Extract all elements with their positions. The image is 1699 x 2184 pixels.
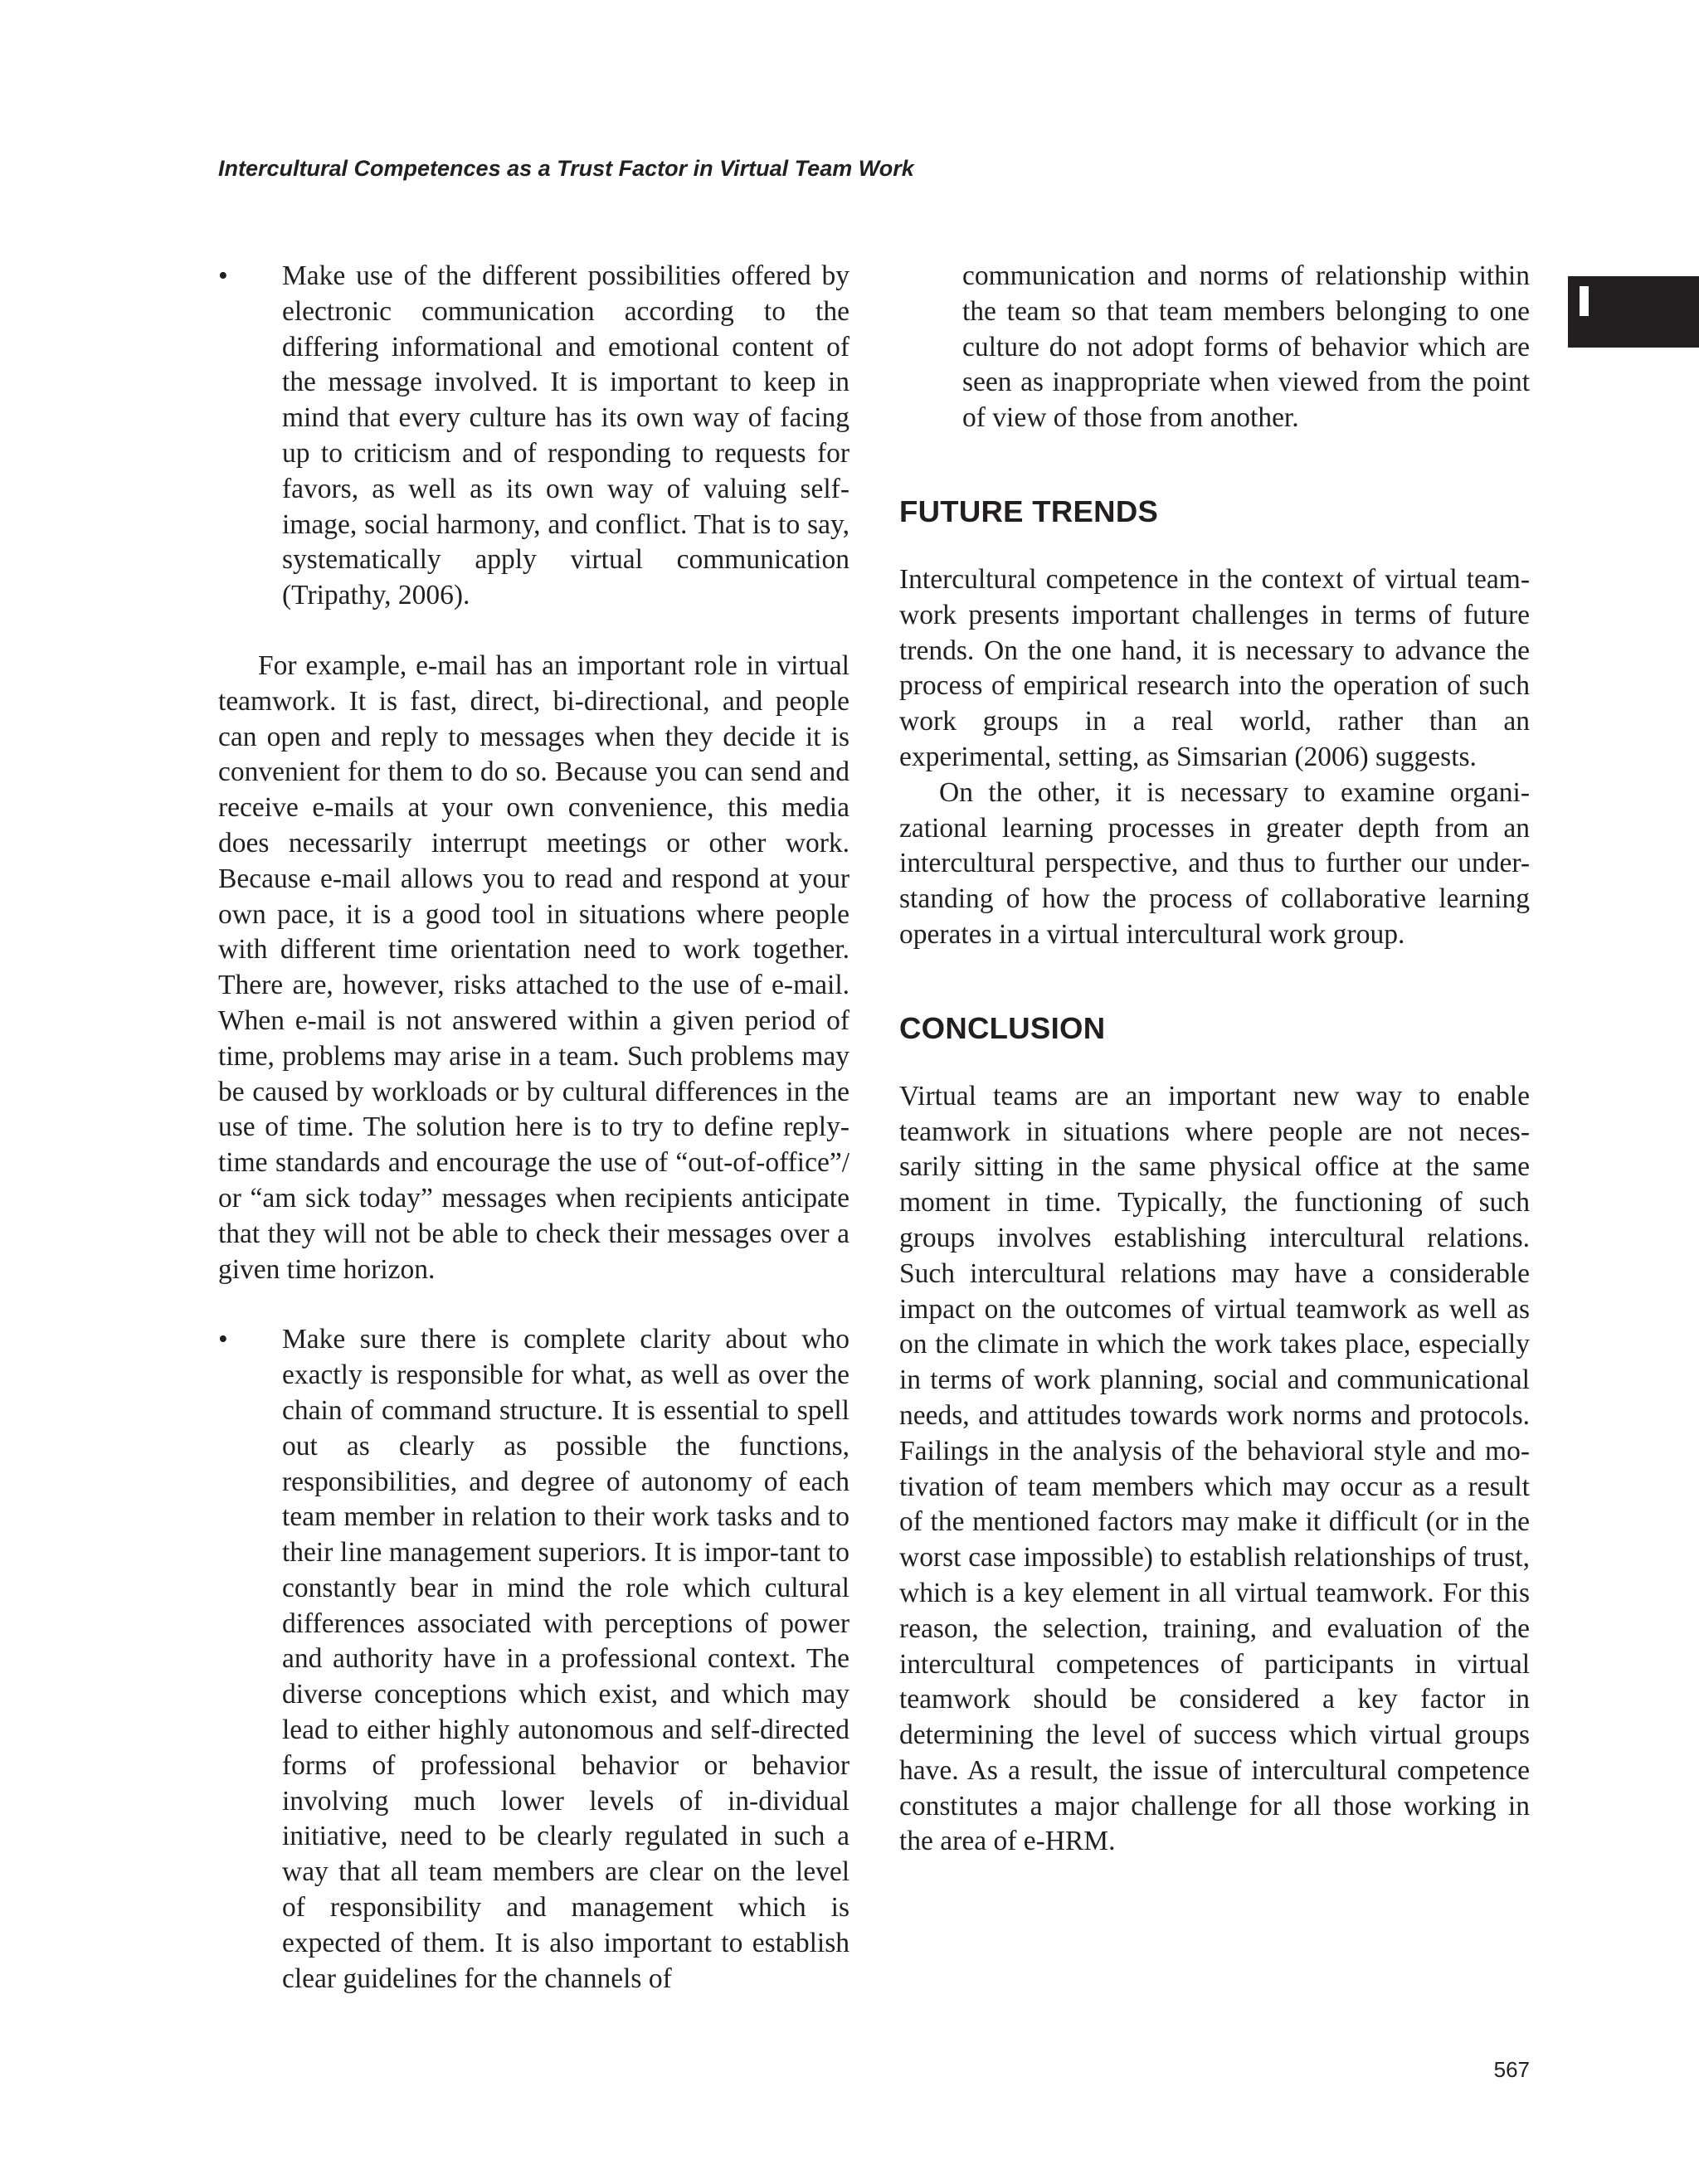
paragraph-email: For example, e-mail has an important role in virtual teamwork. It is fast, direct, bi-directional, and people can open and reply to messages when they decide it is convenient for them to do so. Because you can send and receive e-mails at your own convenience, this media does necessarily interrupt meetings or other work. Because e-mail allows you to read and respond at your own pace, it is a good tool in situations where people with different time orientation need to work together. There are, however, risks attached to the use of e-mail. When e-mail is not answered within a given period of time, problems may arise in a team. Such problems may be caused by workloads or by cultural differences in the use of time. The solution here is to try to define reply-time standards and encourage the use of “out-of-office”/ or “am sick today” messages when recipients anticipate that they will not be able to check their messages over a given time horizon.: [218, 649, 850, 1285]
heading-future-trends: FUTURE TRENDS: [899, 494, 1159, 528]
bullet-text: Make use of the different possibilities offered by electronic communication according to the differing informational and emotional content of the message involved. It is important to keep in mind that every culture has its own way of facing up to criticism and of responding to requests for favors, as well as its own way of valuing self-image, social harmony, and conflict. That is to say, systematically apply virtual communication (Tripathy, 2006).: [282, 260, 850, 611]
right-column: [899, 259, 1530, 1860]
left-column: [218, 259, 850, 1997]
paragraph-future-trends-1: Intercultural competence in the context of virtual team-work presents important challenges in terms of future trends. On the one hand, it is necessary to advance the process of empirical research into the operation of such work groups in a real world, rather than an experimental, setting, as Simsarian (2006) suggests.: [899, 563, 1530, 772]
bullet-text: Make sure there is complete clarity about who exactly is responsible for what, as well as over the chain of command structure. It is essential to spell out as clearly as possible the functions, responsibilities, and degree of autonomy of each team member in relation to their work tasks and to their line management superiors. It is impor-tant to constantly bear in mind the role which cultural differences associated with perceptions of power and authority have in a professional context. The diverse conceptions which exist, and which may lead to either highly autonomous and self-directed forms of professional behavior or behavior involving much lower levels of in-dividual initiative, need to be clearly regulated in such a way that all team members are clear on the level of responsibility and management which is expected of them. It is also important to establish clear guidelines for the channels of: [282, 1324, 850, 1994]
bullet-item-responsibility: [218, 1322, 850, 1997]
heading-conclusion: CONCLUSION: [899, 1010, 1106, 1045]
paragraph-conclusion: Virtual teams are an important new way to enable teamwork in situations where people are not neces-sarily sitting in the same physical office at the same moment in time. Typically, the functioning of such groups involves establishing intercultural relations. Such intercultural relations may have a considerable impact on the outcomes of virtual teamwork as well as on the climate in which the work takes place, especially in terms of work planning, social and communicational needs, and attitudes towards work norms and protocols. Failings in the analysis of the behavioral style and mo-tivation of team members which may occur as a result of the mentioned factors may make it difficult (or in the worst case impossible) to establish relationships of trust, which is a key element in all virtual teamwork. For this reason, the selection, training, and evaluation of the intercultural competences of participants in virtual teamwork should be considered a key factor in determining the level of success which virtual groups have. As a result, the issue of intercultural competence constitutes a major challenge for all those working in the area of e-HRM.: [899, 1080, 1530, 1857]
page-number: 567: [1493, 2057, 1530, 2082]
thumb-tab-marker: [1580, 286, 1589, 316]
chapter-thumb-tab: [1568, 276, 1699, 348]
bullet-mark: •: [218, 260, 228, 291]
bullet-mark: •: [218, 1324, 228, 1355]
running-head: Intercultural Competences as a Trust Factor in Virtual Team Work: [218, 156, 914, 181]
bullet-continuation: communication and norms of relationship within the team so that team members belonging to one culture do not adopt forms of behavior which are seen as inappropriate when viewed from the point of view of those from another.: [962, 260, 1530, 434]
bullet-item-communication: [218, 259, 850, 614]
paragraph-future-trends-2: On the other, it is necessary to examine organi-zational learning processes in greater depth from an intercultural perspective, and thus to further our under-standing of how the process of collaborative learning operates in a virtual intercultural work group.: [899, 776, 1530, 950]
